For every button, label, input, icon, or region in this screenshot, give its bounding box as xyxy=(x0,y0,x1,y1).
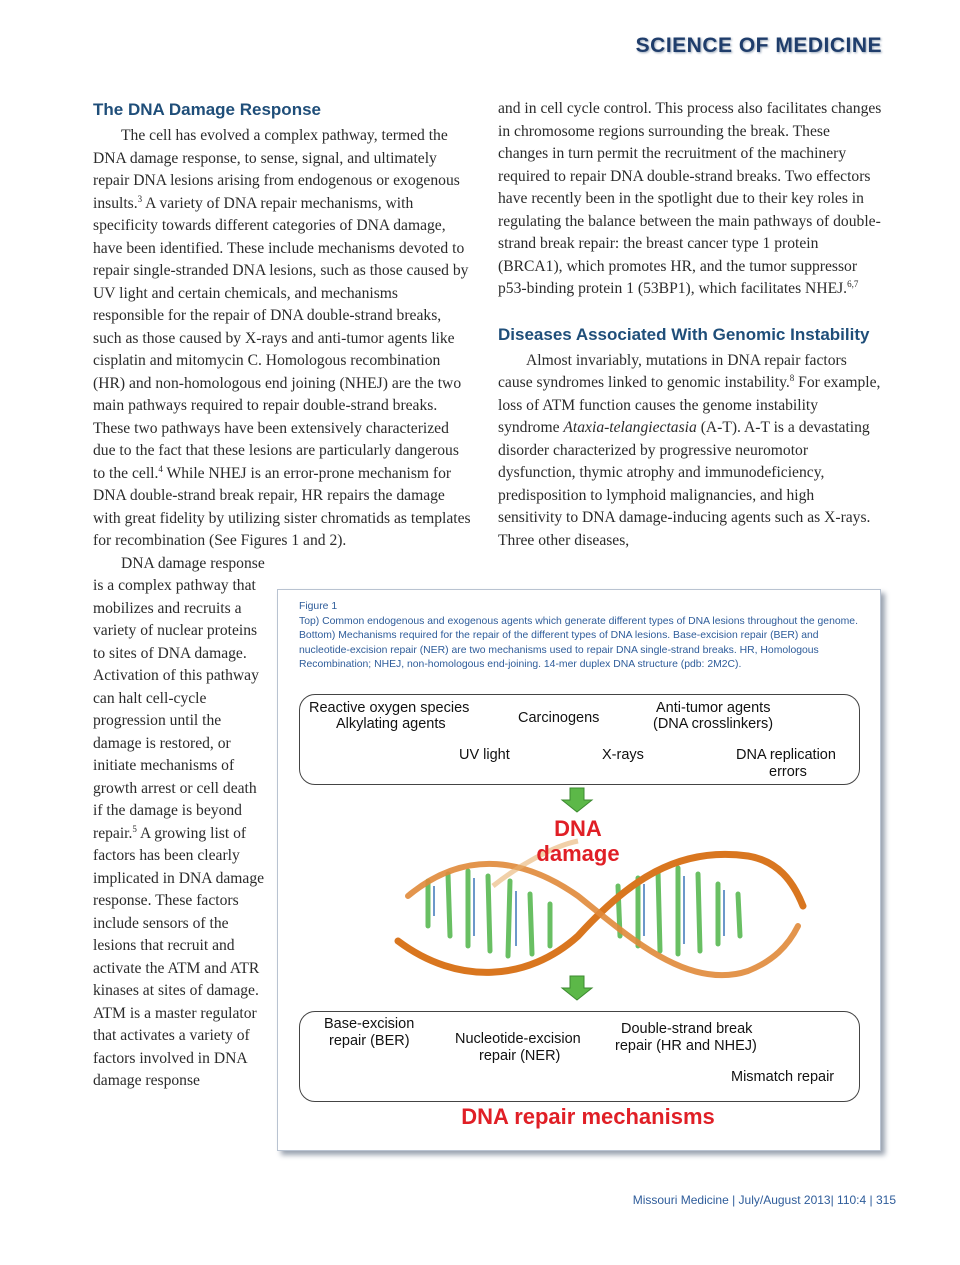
down-arrow-icon xyxy=(562,976,592,1000)
citation-ref: 4 xyxy=(158,463,163,474)
agent-anti-tumor: Anti-tumor agents xyxy=(656,700,771,716)
agent-dna-replication: DNA replication xyxy=(736,747,836,763)
agent-x-rays: X-rays xyxy=(602,747,644,763)
dna-damage-label-line2: damage xyxy=(536,841,620,866)
down-arrow-icon xyxy=(562,788,592,812)
text-run: DNA damage response is a complex pathway that mobilizes and recruits a variety of nuclear proteins to sites of DNA damage. Activation of this pathway can halt cell-cycle progression until the damage is restored, or initiate mechanisms of growth arrest or cell death if the damage is beyond repair. xyxy=(93,554,265,842)
text-run: For example, loss of ATM function causes the genome instability syndrome xyxy=(498,374,881,436)
figure-1 xyxy=(277,589,881,1151)
paragraph xyxy=(498,350,882,553)
section-heading-dna-damage-response: The DNA Damage Response xyxy=(93,100,321,119)
running-head: SCIENCE OF MEDICINE xyxy=(635,34,882,57)
text-run: The cell has evolved a complex pathway, termed the DNA damage response, to sense, signal, and ultimately repair DNA lesions arising from endogenous or exogenous insults. xyxy=(93,127,460,212)
paragraph-wrapped xyxy=(93,553,268,1093)
agent-uv-light: UV light xyxy=(459,747,510,763)
italic-term: Ataxia-telangiectasia xyxy=(563,419,697,436)
right-column xyxy=(498,98,882,552)
agent-alkylating: Alkylating agents xyxy=(336,716,446,732)
citation-ref: 3 xyxy=(137,193,143,204)
figure-label: Figure 1 xyxy=(299,601,338,612)
section-heading-genomic-instability: Diseases Associated With Genomic Instability xyxy=(498,324,870,344)
citation-ref: 8 xyxy=(789,373,795,383)
agent-errors: errors xyxy=(769,764,807,780)
repair-ber-line1: Base-excision xyxy=(324,1016,415,1032)
repair-mismatch: Mismatch repair xyxy=(731,1069,835,1085)
text-run: and in cell cycle control. This process also facilitates changes in chromosome regions surrounding the break. These changes in turn permit the recruitment of the machinery required to repair DNA double-strand breaks. Two effectors have recently been in the spotlight due to their key roles in regulating the balance between the main pathways of double-strand break repair: the breast cancer type 1 protein (BRCA1), which promotes HR, and the tumor suppressor p53-binding protein 1 (53BP1), which facilitates NHEJ. xyxy=(498,100,882,297)
repair-dsb-line2: repair (HR and NHEJ) xyxy=(615,1038,757,1054)
repair-dsb-line1: Double-strand break xyxy=(621,1021,753,1037)
text-run: A growing list of factors has been clearly implicated in DNA damage response. These factors include sensors of the lesions that recruit and activate the ATM and ATR kinases at sites of damage. ATM is a master regulator that activates a variety of factors involved in DNA damage response xyxy=(93,824,265,1089)
citation-ref: 5 xyxy=(132,823,137,834)
text-run: While NHEJ is an error-prone mechanism for DNA double-strand break repair, HR repairs the damage with great fidelity by utilizing sister chromatids as templates for recombination (See Figures 1 and 2). xyxy=(93,464,471,549)
agent-carcinogens: Carcinogens xyxy=(518,710,600,726)
repair-ber-line2: repair (BER) xyxy=(329,1033,410,1049)
figure-caption xyxy=(299,600,865,673)
dna-damage-label-line1: DNA xyxy=(554,816,602,841)
agent-reactive-oxygen: Reactive oxygen species xyxy=(309,700,470,716)
repair-ner-line1: Nucleotide-excision xyxy=(455,1031,581,1047)
citation-ref: 6,7 xyxy=(847,279,859,289)
agent-crosslinkers: (DNA crosslinkers) xyxy=(653,716,774,732)
repair-mechanisms-title: DNA repair mechanisms xyxy=(461,1104,715,1129)
paragraph xyxy=(498,98,882,301)
text-run: A variety of DNA repair mechanisms, with specificity towards different categories of DNA damage, have been identified. These include mechanisms devoted to repair single-stranded DNA lesions, such as those caused by UV light and certain chemicals, and mechanisms responsible for the repair of DNA double-strand breaks, such as those caused by X-rays and anti-tumor agents like cisplatin and mitomycin C. Homologous recombination (HR) and non-homologous end joining (NHEJ) are the two main pathways required to repair double-strand breaks. These two pathways have been extensively characterized due to the fact that these lesions are particularly dangerous to the cell. xyxy=(93,194,469,482)
page-footer: Missouri Medicine | July/August 2013| 110:4 | 315 xyxy=(632,1193,896,1207)
repair-ner-line2: repair (NER) xyxy=(479,1048,561,1064)
text-run: Almost invariably, mutations in DNA repair factors cause syndromes linked to genomic instability. xyxy=(498,351,847,391)
paragraph xyxy=(93,125,471,553)
figure-caption-text: Top) Common endogenous and exogenous agents which generate different types of DNA lesions throughout the genome. Bottom) Mechanisms required for the repair of the different types of DNA lesions. Base-excision repair (BER) and nucleotide-excision repair (NER) are two mechanisms used to repair DNA single-strand breaks. HR, Homologous Recombination; NHEJ, non-homologous end-joining. 14-mer duplex DNA structure (pdb: 2M2C). xyxy=(299,615,858,670)
text-run: (A-T). A-T is a devastating disorder characterized by progressive neuromotor dysfunction, thymic atrophy and immunodeficiency, predisposition to lymphoid malignancies, and high sensitivity to DNA damage-inducing agents such as X-rays. Three other diseases, xyxy=(498,419,871,549)
